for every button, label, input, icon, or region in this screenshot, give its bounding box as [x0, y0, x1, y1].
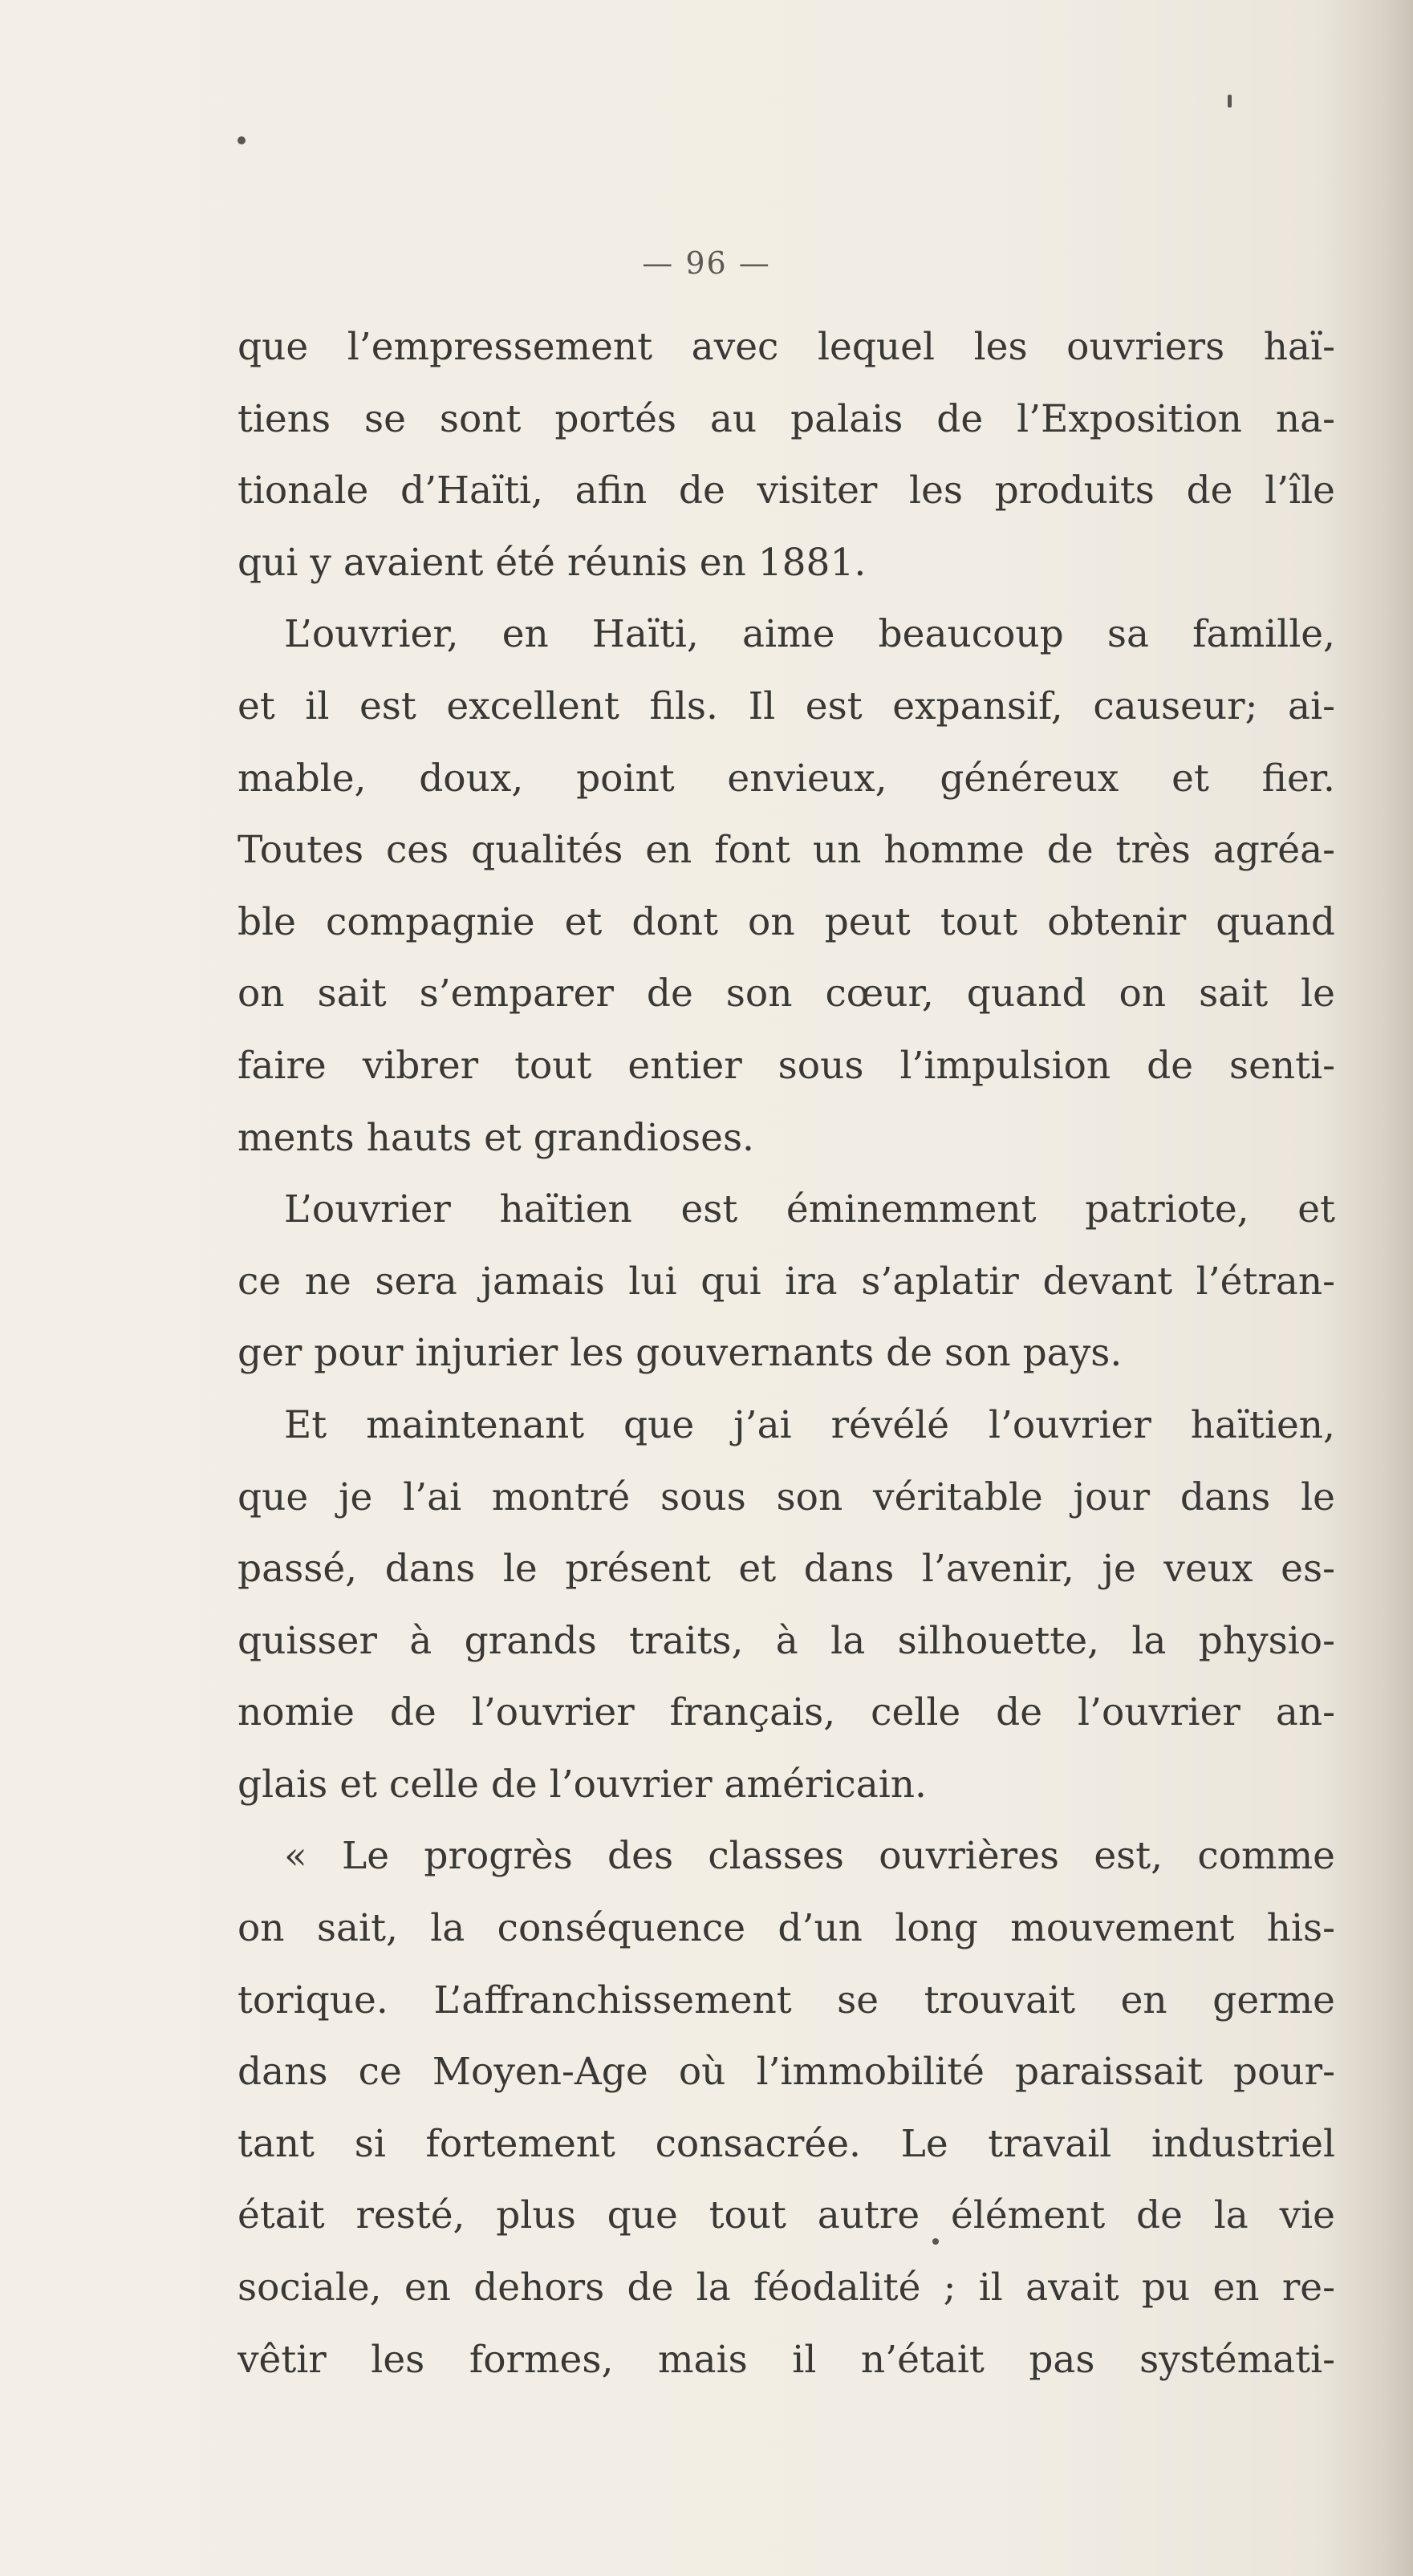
- text-line: torique. L’affranchissement se trouvait en germe: [238, 1978, 1335, 2022]
- text-line: « Le progrès des classes ouvrières est, comme: [284, 1834, 1335, 1879]
- text-line: nomie de l’ouvrier français, celle de l’ouvrier an-: [238, 1690, 1335, 1735]
- text-line: tiens se sont portés au palais de l’Exposition na-: [238, 396, 1335, 441]
- text-line: quisser à grands traits, à la silhouette, la physio-: [238, 1618, 1335, 1663]
- text-line: qui y avaient été réunis en 1881.: [238, 540, 867, 585]
- text-line: et il est excellent fils. Il est expansif, causeur; ai-: [238, 684, 1335, 728]
- text-line: sociale, en dehors de la féodalité ; il avait pu en re-: [238, 2266, 1335, 2310]
- text-line: L’ouvrier, en Haïti, aime beaucoup sa famille,: [284, 612, 1335, 657]
- text-line: que je l’ai montré sous son véritable jour dans le: [238, 1475, 1335, 1519]
- text-line: faire vibrer tout entier sous l’impulsion de senti-: [238, 1043, 1335, 1088]
- text-line: Et maintenant que j’ai révélé l’ouvrier haïtien,: [284, 1402, 1335, 1447]
- text-line: ce ne sera jamais lui qui ira s’aplatir devant l’étran-: [238, 1259, 1335, 1304]
- ink-speck: [238, 136, 246, 144]
- text-line: tant si fortement consacrée. Le travail industriel: [238, 2121, 1335, 2166]
- text-line: ments hauts et grandioses.: [238, 1115, 755, 1160]
- page-number: — 96 —: [642, 245, 771, 281]
- text-line: dans ce Moyen-Age où l’immobilité paraissait pour-: [238, 2050, 1335, 2095]
- text-line: mable, doux, point envieux, généreux et fier.: [238, 756, 1335, 801]
- text-line: on sait s’emparer de son cœur, quand on sait le: [238, 972, 1335, 1016]
- text-line: que l’empressement avec lequel les ouvriers haï-: [238, 325, 1335, 369]
- text-line: L’ouvrier haïtien est éminemment patriote, et: [284, 1187, 1335, 1232]
- text-line: passé, dans le présent et dans l’avenir, je veux es-: [238, 1547, 1335, 1592]
- text-line: tionale d’Haïti, afin de visiter les produits de l’île: [238, 469, 1335, 513]
- text-line: Toutes ces qualités en font un homme de très agréa-: [238, 828, 1335, 873]
- text-line: était resté, plus que tout autre élément de la vie: [238, 2193, 1335, 2238]
- text-line: vêtir les formes, mais il n’était pas systémati-: [238, 2337, 1335, 2382]
- text-line: on sait, la conséquence d’un long mouvement his-: [238, 1906, 1335, 1951]
- ink-speck: [1228, 95, 1232, 108]
- page-body-text: [238, 311, 1335, 2395]
- text-line: glais et celle de l’ouvrier américain.: [238, 1762, 927, 1807]
- text-line: ble compagnie et dont on peut tout obtenir quand: [238, 899, 1335, 944]
- text-line: ger pour injurier les gouvernants de son pays.: [238, 1331, 1123, 1376]
